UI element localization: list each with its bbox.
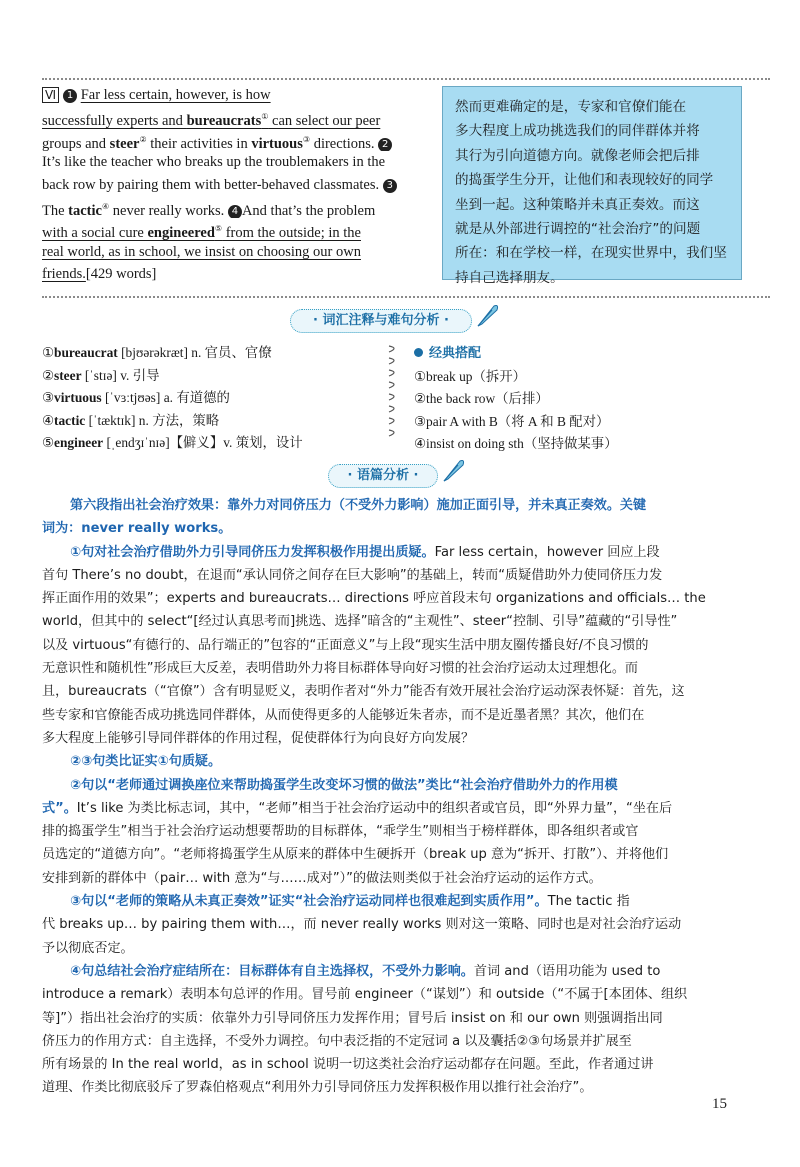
analysis-line: 以及 virtuous“有德行的、品行端正的”包容的“正面意义”与上段“现实生活中朋友圈传播良好/不良习惯的	[42, 637, 649, 653]
text-run: with a social cure	[42, 225, 148, 241]
analysis-line: 无意识性和随机性”形成巨大反差，表明借助外力将目标群体导向好习惯的社会治疗运动太过理想化。而	[42, 661, 639, 677]
analysis-line: world，但其中的 select“[经过认真思考而]挑选、选择”暗含的“主观性”、steer“控制、引导”蕴藏的“引导性”	[42, 614, 678, 630]
top-dotted-divider	[42, 78, 770, 80]
analysis-line: 所有场景的 In the real world，as in school 说明一切这类社会治疗运动都存在问题。至此，作者通过讲	[42, 1057, 654, 1073]
analysis-section-banner: · 语篇分析 ·	[328, 464, 438, 488]
translation-line: 的捣蛋学生分开，让他们和表现较好的同学	[455, 172, 714, 189]
collocation-item: ①break up（拆开）	[414, 368, 527, 384]
analysis-line: 且，bureaucrats（“官僚”）含有明显贬义，表明作者对“外力”能否有效开展社会治疗运动深表怀疑：首先，这	[42, 684, 685, 700]
analysis-line: 些专家和官僚能否成功挑选同伴群体，从而使得更多的人能够近朱者赤，而不是近墨者黑？其次，他们在	[42, 707, 645, 723]
text-run: [ˈtæktɪk] n. 方法，策略	[85, 412, 220, 428]
note-mark: ③	[302, 134, 311, 144]
passage-line	[42, 196, 430, 218]
analysis-line	[42, 541, 758, 564]
text-run: [bjʊərəkræt] n. 官员、官僚	[117, 345, 272, 360]
passage-line: real world, as in school, we insist on choosing our own	[42, 243, 361, 260]
text-run: their activities in	[146, 135, 252, 152]
page-number: 15	[712, 1096, 727, 1112]
passage-line	[42, 174, 430, 196]
text-run: 经典搭配	[429, 346, 482, 361]
text-run: [ˈstɪə] v. 引导	[81, 367, 160, 383]
mid-dotted-divider	[42, 296, 770, 298]
text-run: from the outside; in the	[222, 225, 361, 241]
text-run: ②	[42, 367, 55, 383]
passage-line	[42, 84, 430, 106]
analysis-line: 首句 There’s no doubt，在退而“承认同侪之间存在巨大影响”的基础上，转而“质疑借助外力使同侪压力发	[42, 567, 663, 583]
analysis-line	[42, 797, 758, 820]
text-run: directions.	[310, 135, 375, 152]
sentence-number-2: 2	[378, 138, 392, 152]
analysis-line: 代 breaks up… by pairing them with…，而 never really works 则对这一策略、同时也是对社会治疗运动	[42, 917, 682, 933]
text-run: steer	[54, 367, 82, 383]
analysis-line: 员选定的“道德方向”。“老师将捣蛋学生从原来的群体中生硬拆开（break up 意为“拆开、打散”）、并将他们	[42, 847, 669, 863]
analysis-line: 多大程度上能够引导同伴群体的作用过程，促使群体行为向良好方向发展？	[42, 730, 475, 746]
text-run: [ˈvɜːtjʊəs] a. 有道德的	[101, 390, 230, 406]
analysis-line: 侪压力的作用方式：自主选择，不受外力调控。句中表泛指的不定冠词 a 以及囊括②③句场景并扩展至	[42, 1033, 632, 1049]
text-run: And that’s the problem	[241, 202, 376, 219]
translation-line: 多大程度上成功挑选我们的同伴群体并将	[455, 123, 700, 140]
analysis-line: 挥正面作用的效果”；experts and bureaucrats… directions 呼应首段末句 organizations and officials… the	[42, 591, 706, 607]
text-run: virtuous	[54, 390, 102, 406]
text-run: Far less certain，however 回应上段	[434, 544, 660, 560]
collocation-item: ②the back row（后排）	[414, 391, 549, 407]
vocab-word-engineered: engineered	[147, 225, 215, 241]
collocation-header	[414, 342, 754, 366]
text-run: successfully experts and	[42, 113, 187, 129]
text-run: It’s like 为类比标志词，其中，“老师”相当于社会治疗运动中的组织者或官员，即“外界力量”，“坐在后	[76, 800, 673, 816]
translation-line: 持自己选择朋友。	[455, 269, 564, 286]
vocab-word-steer: steer	[109, 135, 140, 152]
analysis-line	[42, 960, 758, 983]
analysis-line: 第六段指出社会治疗效果：靠外力对同侪压力（不受外力影响）施加正面引导，并未真正奏效。关键	[70, 498, 647, 513]
sentence-number-1: 1	[63, 89, 77, 103]
collocation-item: ④insist on doing sth（坚持做某事）	[414, 436, 618, 452]
text-run: ①句对社会治疗借助外力引导同侪压力发挥积极作用提出质疑。	[70, 544, 435, 560]
quill-pen-icon	[474, 302, 500, 328]
passage-line	[42, 106, 430, 128]
text-run: 首词 and（语用功能为 used to	[473, 963, 661, 979]
vocab-section-banner: · 词汇注释与难句分析 ·	[290, 309, 472, 333]
vocab-list	[42, 342, 372, 455]
text-run: can select our peer	[268, 113, 381, 129]
text-run: groups and	[42, 135, 110, 152]
vocab-item	[42, 387, 372, 410]
note-mark: ④	[101, 201, 110, 211]
text-run: tactic	[54, 412, 86, 428]
analysis-line: 道理、作类比彻底驳斥了罗森伯格观点“利用外力引导同侪压力发挥积极作用以推行社会治疗”。	[42, 1080, 593, 1096]
text-run: ③	[42, 390, 55, 406]
analysis-line: ②句以“老师通过调换座位来帮助捣蛋学生改变坏习惯的做法”类比“社会治疗借助外力的作用模	[70, 777, 618, 793]
text-run: bureaucrat	[54, 345, 118, 360]
analysis-line: 词为：never really works。	[42, 521, 232, 537]
text-run: The tactic 指	[547, 894, 630, 910]
spiral-binding-divider	[387, 342, 401, 442]
text-run: [ˌendʒɪˈnɪə]【僻义】v. 策划，设计	[103, 435, 303, 451]
word-count: [429 words]	[85, 266, 157, 283]
note-mark: ⑤	[214, 224, 223, 234]
sentence-1-text: Far less certain, however, is how	[80, 87, 271, 103]
text-run: ④	[42, 412, 55, 428]
vocab-item	[42, 410, 372, 433]
sentence-number-3: 3	[383, 179, 397, 193]
text-run: friends.	[42, 266, 86, 283]
analysis-line: introduce a remark）表明本句总评的作用。冒号前 engineer（“谋划”）和 outside（“不属于[本团体、组织	[42, 987, 688, 1003]
vocab-word-virtuous: virtuous	[251, 135, 303, 152]
analysis-line: 等]”）指出社会治疗的实质：依靠外力引导同侪压力发挥作用；冒号后 insist on 和 our own 则强调指出同	[42, 1010, 663, 1026]
bullet-dot-icon	[414, 348, 423, 357]
text-run: ④句总结社会治疗症结所在：目标群体有自主选择权，不受外力影响。	[70, 963, 474, 979]
text-run: never really works.	[109, 202, 225, 219]
translation-line: 就是从外部进行调控的“社会治疗”的问题	[455, 221, 701, 238]
text-run: The	[42, 202, 69, 219]
text-run: ①	[42, 345, 55, 360]
translation-line: 其行为引向道德方向。就像老师会把后排	[455, 147, 700, 164]
vocab-item	[42, 365, 372, 388]
vocab-word-bureaucrats: bureaucrats	[186, 113, 262, 129]
note-mark: ①	[261, 112, 269, 122]
analysis-line	[42, 890, 758, 913]
collocation-item: ③pair A with B（将 A 和 B 配对）	[414, 413, 610, 429]
passage-line	[42, 218, 430, 240]
analysis-line: 排的捣蛋学生”相当于社会治疗运动想要帮助的目标群体，“乖学生”则相当于榜样群体，即各组织者或官	[42, 824, 639, 840]
text-run: ⑤	[42, 435, 55, 451]
discourse-analysis	[42, 494, 758, 1100]
text-run: engineer	[54, 435, 104, 451]
vocab-word-tactic: tactic	[68, 202, 102, 219]
passage-line	[42, 263, 430, 285]
collocation-list	[414, 342, 754, 456]
sentence-number-4: 4	[228, 205, 242, 219]
note-mark: ②	[139, 134, 147, 144]
passage-line	[42, 129, 430, 151]
analysis-line: 安排到新的群体中（pair… with 意为“与……成对”）”的做法则类似于社会治疗运动的运作方式。	[42, 870, 602, 886]
analysis-line: 予以彻底否定。	[42, 940, 134, 956]
passage-line: It’s like the teacher who breaks up the troublemakers in the	[42, 154, 386, 171]
analysis-line: ②③句类比证实①句质疑。	[70, 754, 222, 770]
text-run: back row by pairing them with better-behaved classmates.	[42, 176, 380, 193]
text-run: 式”。	[42, 800, 77, 816]
quill-pen-icon	[440, 457, 466, 483]
english-passage	[42, 84, 430, 286]
vocab-item	[42, 432, 372, 455]
translation-line: 所在：和在学校一样，在现实世界中，我们坚	[455, 245, 727, 262]
vocab-item	[42, 342, 372, 365]
translation-box	[442, 86, 742, 286]
paragraph-tag: Ⅵ	[42, 87, 59, 103]
translation-line: 然而更难确定的是，专家和官僚们能在	[455, 99, 687, 115]
text-run: ③句以“老师的策略从未真正奏效”证实“社会治疗运动同样也很难起到实质作用”。	[70, 894, 548, 910]
translation-line: 坐到一起。这种策略并未真正奏效。而这	[455, 196, 700, 213]
